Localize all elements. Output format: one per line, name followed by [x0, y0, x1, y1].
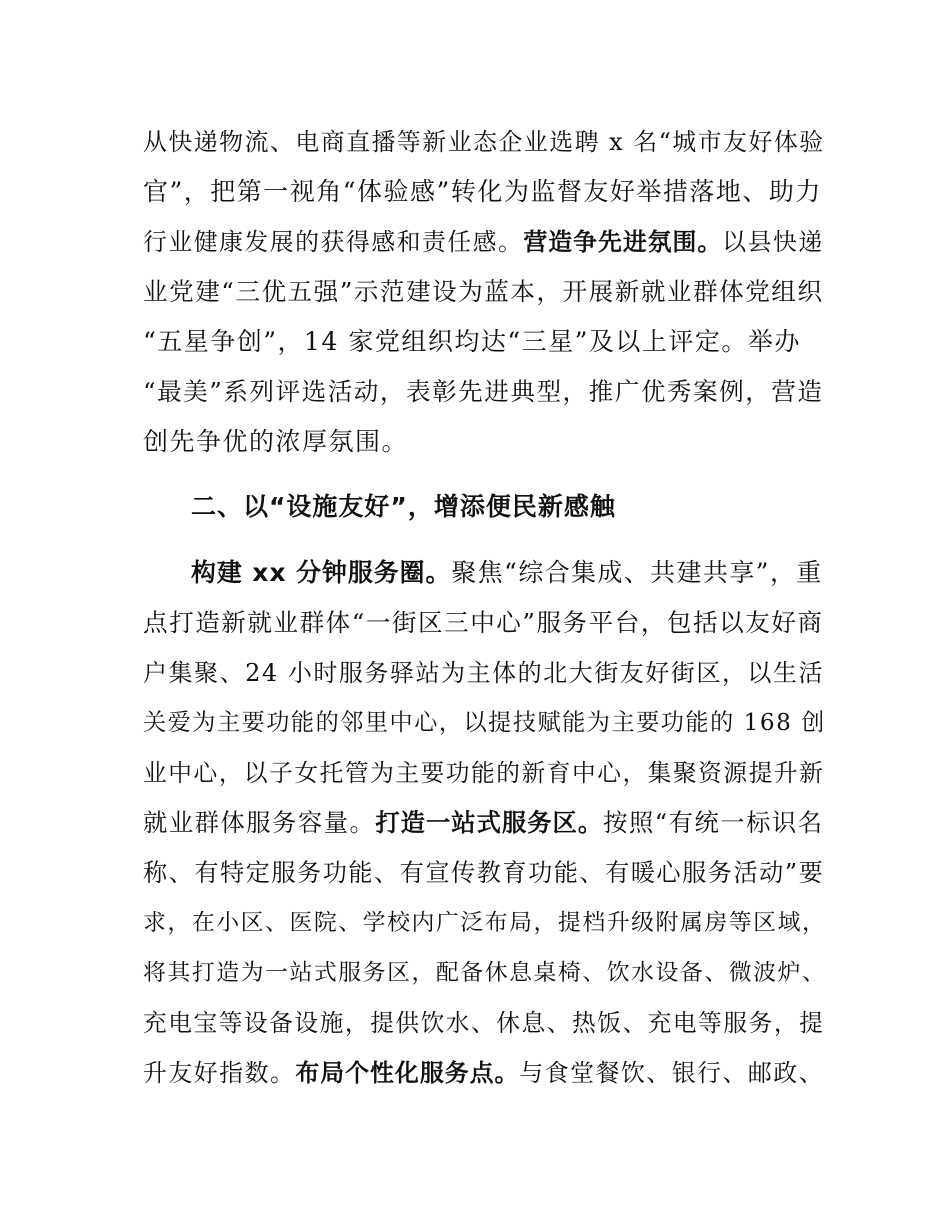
- bold-subheading-service-circle: 构建 xx 分钟服务圈。: [191, 558, 452, 587]
- section-heading-2: 二、以“设施友好”，增添便民新感触: [191, 492, 616, 521]
- paragraph-1-line-6: “最美”系列评选活动，表彰先进典型，推广优秀案例，营造: [143, 377, 824, 406]
- paragraph-1-line-5: “五星争创”，14 家党组织均达“三星”及以上评定。举办: [143, 327, 801, 356]
- paragraph-2-line-8: 求，在小区、医院、学校内广泛布局，提档升级附属房等区域，: [143, 910, 827, 936]
- bold-subheading-service-points: 布局个性化服务点。: [295, 1059, 520, 1087]
- paragraph-2-line-5: 业中心，以子女托管为主要功能的新育中心，集聚资源提升新: [143, 759, 825, 787]
- paragraph-2-line-2: 点打造新就业群体“一街区三中心”服务平台，包括以友好商: [143, 608, 824, 637]
- plain-text: 行业健康发展的获得感和责任感。: [143, 228, 524, 256]
- paragraph-1-line-1: 从快递物流、电商直播等新业态企业选聘 x 名“城市友好体验: [143, 128, 825, 156]
- paragraph-1-line-3: [143, 222, 823, 262]
- paragraph-2-line-6: [143, 803, 823, 843]
- paragraph-2-line-10: 充电宝等设备设施，提供饮水、休息、热饭、充电等服务，提: [143, 1009, 825, 1037]
- paragraph-2-line-3: 户集聚、24 小时服务驿站为主体的北大街友好街区，以生活: [143, 659, 824, 687]
- paragraph-2-line-7: 称、有特定服务功能、有宣传教育功能、有暖心服务活动”要: [143, 859, 825, 887]
- bold-subheading-compete: 营造争先进氛围。: [523, 228, 723, 256]
- paragraph-2-line-4: 关爱为主要功能的邻里中心，以提技赋能为主要功能的 168 创: [143, 710, 826, 736]
- plain-text: 以县快递: [722, 228, 824, 256]
- paragraph-1-line-2: 官”，把第一视角“体验感”转化为监督友好举措落地、助力: [143, 177, 822, 206]
- paragraph-2-line-11: [143, 1053, 823, 1093]
- paragraph-2-line-9: 将其打造为一站式服务区，配备休息桌椅、饮水设备、微波炉、: [143, 960, 827, 986]
- paragraph-1-line-7: 创先争优的浓厚氛围。: [143, 427, 409, 456]
- plain-text: 升友好指数。: [143, 1059, 296, 1087]
- plain-text: 聚焦“综合集成、共建共享”，重: [451, 558, 823, 587]
- bold-subheading-one-stop: 打造一站式服务区。: [375, 808, 604, 837]
- paragraph-2-line-1: [191, 553, 823, 593]
- plain-text: 就业群体服务容量。: [143, 808, 376, 837]
- plain-text: 按照“有统一标识名: [603, 808, 824, 837]
- paragraph-1-line-4: 业党建“三优五强”示范建设为蓝本，开展新就业群体党组织: [143, 277, 824, 306]
- plain-text: 与食堂餐饮、银行、邮政、: [519, 1059, 825, 1087]
